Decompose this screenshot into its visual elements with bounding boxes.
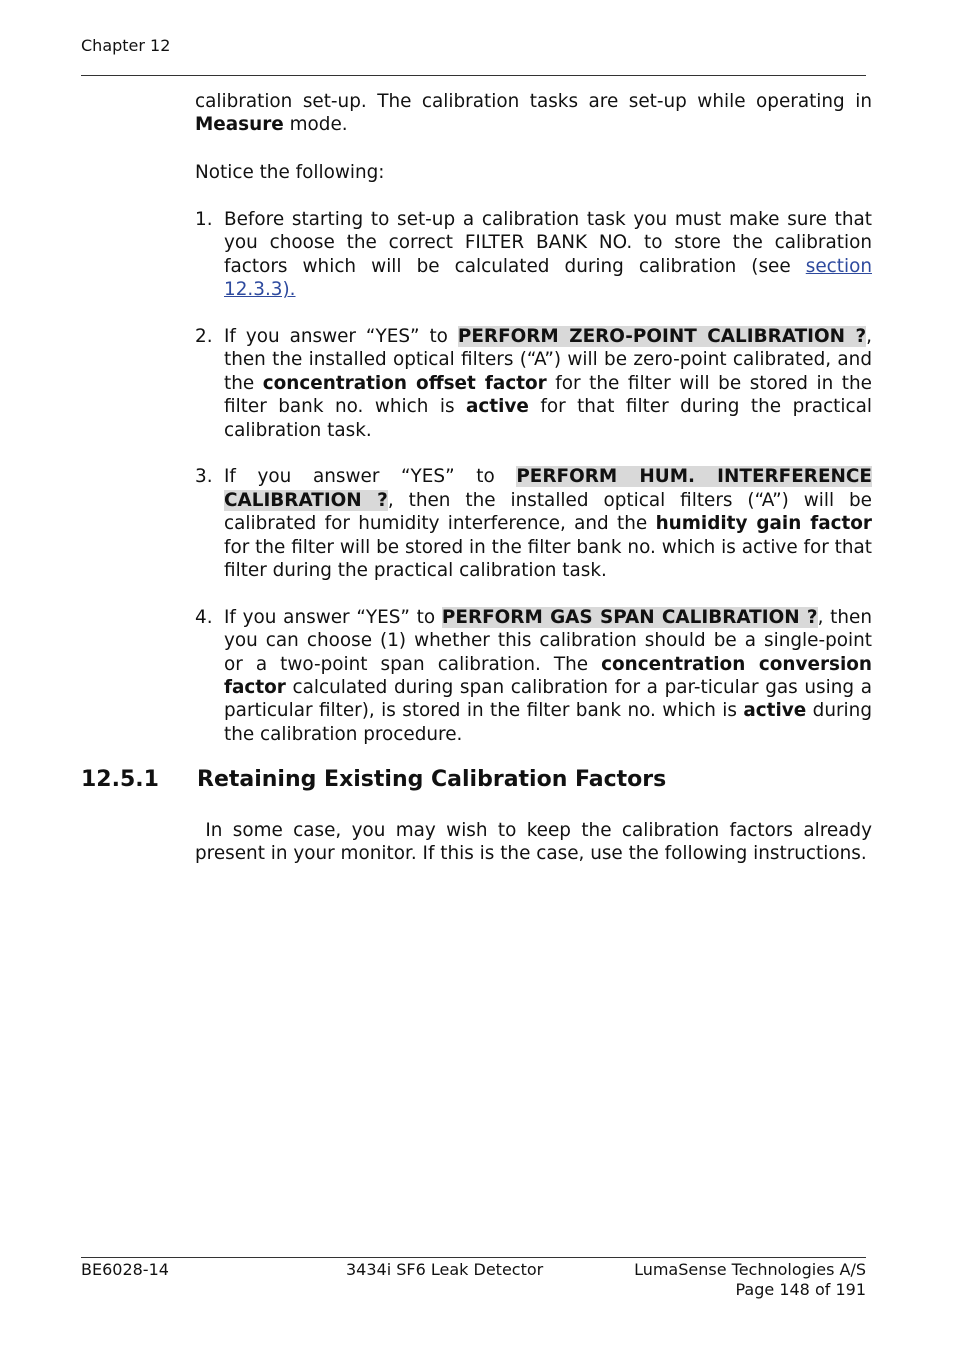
section-number: 12.5.1	[81, 767, 159, 792]
item-text: If you answer “YES” to	[224, 466, 517, 488]
menu-prompt-highlight: PERFORM ZERO-POINT CALIBRATION ?	[457, 326, 867, 348]
list-item	[195, 208, 872, 302]
section-body-text: In some case, you may wish to keep the calibration factors already present in your monitor. If this is the case, use the following instructions.	[195, 820, 872, 865]
intro-text: calibration set-up. The calibration tasks are set-up while operating in	[195, 91, 872, 112]
list-item-text	[224, 325, 872, 442]
section-title: Retaining Existing Calibration Factors	[197, 767, 667, 792]
item-text: calculated during span calibration for a par-ticular gas using a particular filter), is stored in the filter bank no. which is	[224, 677, 872, 722]
running-header: Chapter 12	[81, 36, 171, 55]
item-text: , then you can choose (1) whether this calibration should be a single-point or a two-point span calibration. The	[224, 606, 873, 675]
section-link[interactable]: section 12.3.3).	[224, 255, 872, 301]
item-text: , then the installed optical filters (“A”) will be calibrated for humidity interference, and the	[224, 489, 872, 535]
notice-paragraph	[195, 161, 872, 184]
menu-prompt-highlight: PERFORM GAS SPAN CALIBRATION ?	[441, 606, 818, 628]
footer-page-number: Page 148 of 191	[735, 1279, 866, 1299]
bold-term: concentration conversion factor	[224, 653, 872, 699]
bold-term: concentration offset factor	[262, 372, 547, 394]
notice-text: Notice the following:	[195, 162, 385, 183]
list-item	[195, 325, 872, 442]
list-item-text	[224, 606, 872, 746]
list-item-text	[224, 465, 872, 582]
footer-right	[560, 1260, 866, 1299]
item-text: during the calibration procedure.	[224, 700, 872, 745]
list-item	[195, 606, 872, 746]
menu-prompt-highlight: PERFORM HUM. INTERFERENCE CALIBRATION ?	[224, 466, 872, 511]
intro-text-end: mode.	[283, 114, 348, 136]
list-number: 3.	[195, 466, 213, 488]
calibration-notes-list	[195, 208, 872, 746]
item-text: , then the installed optical filters (“A”) will be zero-point calibrated, and the	[224, 326, 873, 394]
measure-mode-term: Measure	[195, 114, 284, 136]
item-text: Before starting to set-up a calibration task you must make sure that you choose the correct FILTER BANK NO. to store the calibration factors which will be calculated during calibration (see	[224, 209, 872, 277]
section-heading	[81, 767, 666, 792]
item-text: for the filter will be stored in the filter bank no. which is active for that filter during the practical calibration task.	[224, 536, 872, 582]
item-text: for that filter during the practical calibration task.	[224, 396, 872, 441]
bold-term: active	[466, 396, 529, 418]
item-text: If you answer “YES” to	[224, 326, 458, 348]
intro-paragraph	[195, 90, 872, 137]
footer-rule	[81, 1257, 866, 1258]
bold-term: humidity gain factor	[655, 513, 872, 535]
footer-product: 3434i SF6 Leak Detector	[346, 1260, 544, 1279]
list-item	[195, 465, 872, 582]
footer-company: LumaSense Technologies A/S	[634, 1260, 866, 1279]
list-number: 2.	[195, 326, 213, 348]
list-number: 4.	[195, 606, 213, 628]
section-paragraph	[195, 819, 872, 866]
item-text: If you answer “YES” to	[224, 606, 442, 628]
bold-term: active	[743, 700, 807, 722]
header-rule	[81, 75, 866, 76]
list-item-text	[224, 208, 872, 302]
item-text: for the filter will be stored in the filter bank no. which is	[224, 372, 872, 418]
footer-doc-id: BE6028-14	[81, 1260, 169, 1279]
list-number: 1.	[195, 209, 213, 230]
